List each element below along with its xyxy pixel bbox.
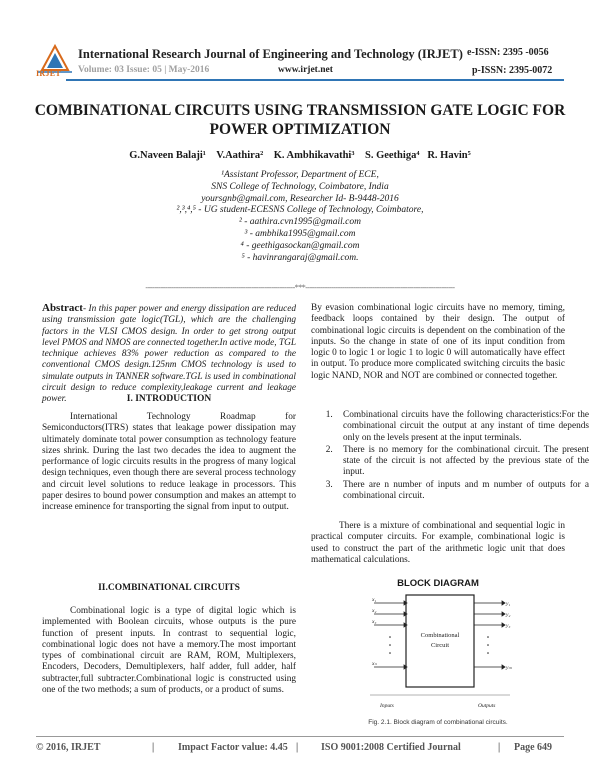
characteristics-list [311,410,589,503]
output-label: y₃ [506,623,511,629]
affiliation-line: ¹Assistant Professor, Department of ECE, [221,170,379,180]
footer-sep: | [152,742,155,753]
author: S. Geethiga⁴ [364,150,420,161]
output-label: y₂ [506,612,511,618]
footer-copyright: © 2016, IRJET [36,742,101,753]
input-label: x₁ [372,597,377,603]
footer-sep: | [296,742,299,753]
right-intro-paragraph: By evasion combinational logic circuits have no memory, timing, feedback loops contained by their design. The output of combinational logic circuits is dependent on the combination of the inputs. So the change in state of one of its input condition from logic 0 to logic 1 or logic 1 to logic 0 will automatically have effect in output. To produce more complicated switching circuits the basic logic NAND, NOR and NOT are combined or connected together. [311,303,565,381]
combinational-paragraph: Combinational logic is a type of digital logic which is implemented with Boolean circuits, whose outputs is the pure function of present inputs. In contrast to sequential logic, combinational logic does not have a memory.The most important types of combinational circuit are RAM, ROM, Multiplexers, Encoders, Decoders, Demultiplexers, half adder, full adder, half subtracter,full subtracter.Combinational logic is constructed using one of the two methods; a sum of products, or a product of sums. [42,606,296,696]
ellipsis-dot [389,644,391,646]
affiliation-line: ²,³,⁴,⁵ - UG student-ECESNS College of Technology, Coimbatore, [176,205,424,216]
author: K. Ambhikavathi³ [273,150,355,161]
affiliation-line: ⁴ - geethigasockan@gmail.com [240,240,360,251]
footer-sep: | [498,742,501,753]
affiliation-line: SNS College of Technology, Coimbatore, India [211,181,389,192]
output-label: yₘ [506,665,512,671]
author: V.Aathira² [216,150,264,161]
affiliation-line: ⁵ - havinrangaraj@gmail.com. [241,252,359,263]
abstract [42,303,296,406]
ellipsis-dot [389,636,391,638]
abstract-text: - In this paper power and energy dissipation are reduced using transmission gate logic(TGL), which are the challenging factors in the VLSI CMOS design. In order to get strong output level PMOS and NMOS are connected together.In active mode, TGL technique achieves 83% power reduction as compared to the conventional CMOS design.125nm CMOS technology is used to simulate outputs in TANNER software.TGL is used in combinational circuit design to reduce complexity,leakage current and leakage power. [42,304,296,405]
footer-impact: Impact Factor value: 4.45 [178,742,288,753]
intro-paragraph: International Technology Roadmap for Semiconductors(ITRS) states that leakage power dissipation may ultimately dominate total power consumption as technology feature sizes shrink. During the last two decades the idea to augment the performance of logic circuits results in the progress of many logical design techniques, even though there are several process technology and circuit level solutions to reduce leakage in processors. This paper desires to bound power consumption and makes an attempt to increase eminence for transporting the signal from input to output. [42,412,296,513]
affiliation-line: ² - aathira.cvn1995@gmail.com [239,217,361,228]
section-separator: ---------------------------------------------------------------------***--------------------------------------------------------------------- [145,283,455,292]
input-label: xₙ [372,661,377,667]
volume-info: Volume: 03 Issue: 05 | May-2016 [78,65,210,75]
affiliation-line: ³ - ambhika1995@gmail.com [244,228,356,239]
abstract-label: Abstract [42,302,83,314]
eissn: e-ISSN: 2395 -0056 [467,47,549,58]
ellipsis-dot [389,652,391,654]
affiliation-block [30,170,570,264]
author-list [30,150,570,161]
diagram-heading: BLOCK DIAGRAM [397,578,479,589]
input-label: x₃ [372,619,377,625]
pissn: p-ISSN: 2395-0072 [472,65,553,76]
block-diagram [366,591,514,715]
box-label: Circuit [430,642,450,649]
footer-divider [36,736,564,737]
ellipsis-dot [487,636,489,638]
inputs-caption: Inputs [380,703,394,709]
circuit-box [406,595,474,687]
box-label: Combinational [420,632,460,639]
mixture-paragraph: There is a mixture of combinational and sequential logic in practical computer circuits. For example, combinational logic is used to construct the part of the arithmetic logic unit that does mathematical calculations. [311,521,565,565]
author: G.Naveen Balaji¹ [129,150,206,161]
affiliation-line: yoursgnb@gmail.com, Researcher Id- B-9448-2016 [201,193,399,204]
journal-name: International Research Journal of Engineering and Technology (IRJET) [78,47,463,61]
ellipsis-dot [487,644,489,646]
list-item: 1. Combinational circuits have the following characteristics:For the combinational circuit the output at any instant of time depends only on the levels present at the input terminals. [335,410,589,444]
input-label: x₂ [372,608,377,614]
journal-website[interactable]: www.irjet.net [278,65,333,75]
paper-title: COMBINATIONAL CIRCUITS USING TRANSMISSION GATE LOGIC FOR POWER OPTIMIZATION [34,102,566,138]
intro-heading: I. INTRODUCTION [126,394,212,404]
outputs-caption: Outputs [478,703,496,709]
footer-iso: ISO 9001:2008 Certified Journal [321,742,461,753]
logo-text: IRJET [36,69,62,78]
output-label: y₁ [506,601,511,607]
footer-page: Page 649 [514,742,553,753]
combinational-heading: II.COMBINATIONAL CIRCUITS [98,583,240,593]
list-item: 2. There is no memory for the combinational circuit. The present state of the circuit is not affected by the previous state of the input. [335,445,589,479]
list-item: 3. There are n number of inputs and m number of outputs for a combinational circuit. [335,480,589,503]
header-divider [66,79,564,81]
ellipsis-dot [487,652,489,654]
figure-caption: Fig. 2.1. Block diagram of combinational circuits. [368,719,508,726]
author: R. Havin⁵ [427,150,471,161]
